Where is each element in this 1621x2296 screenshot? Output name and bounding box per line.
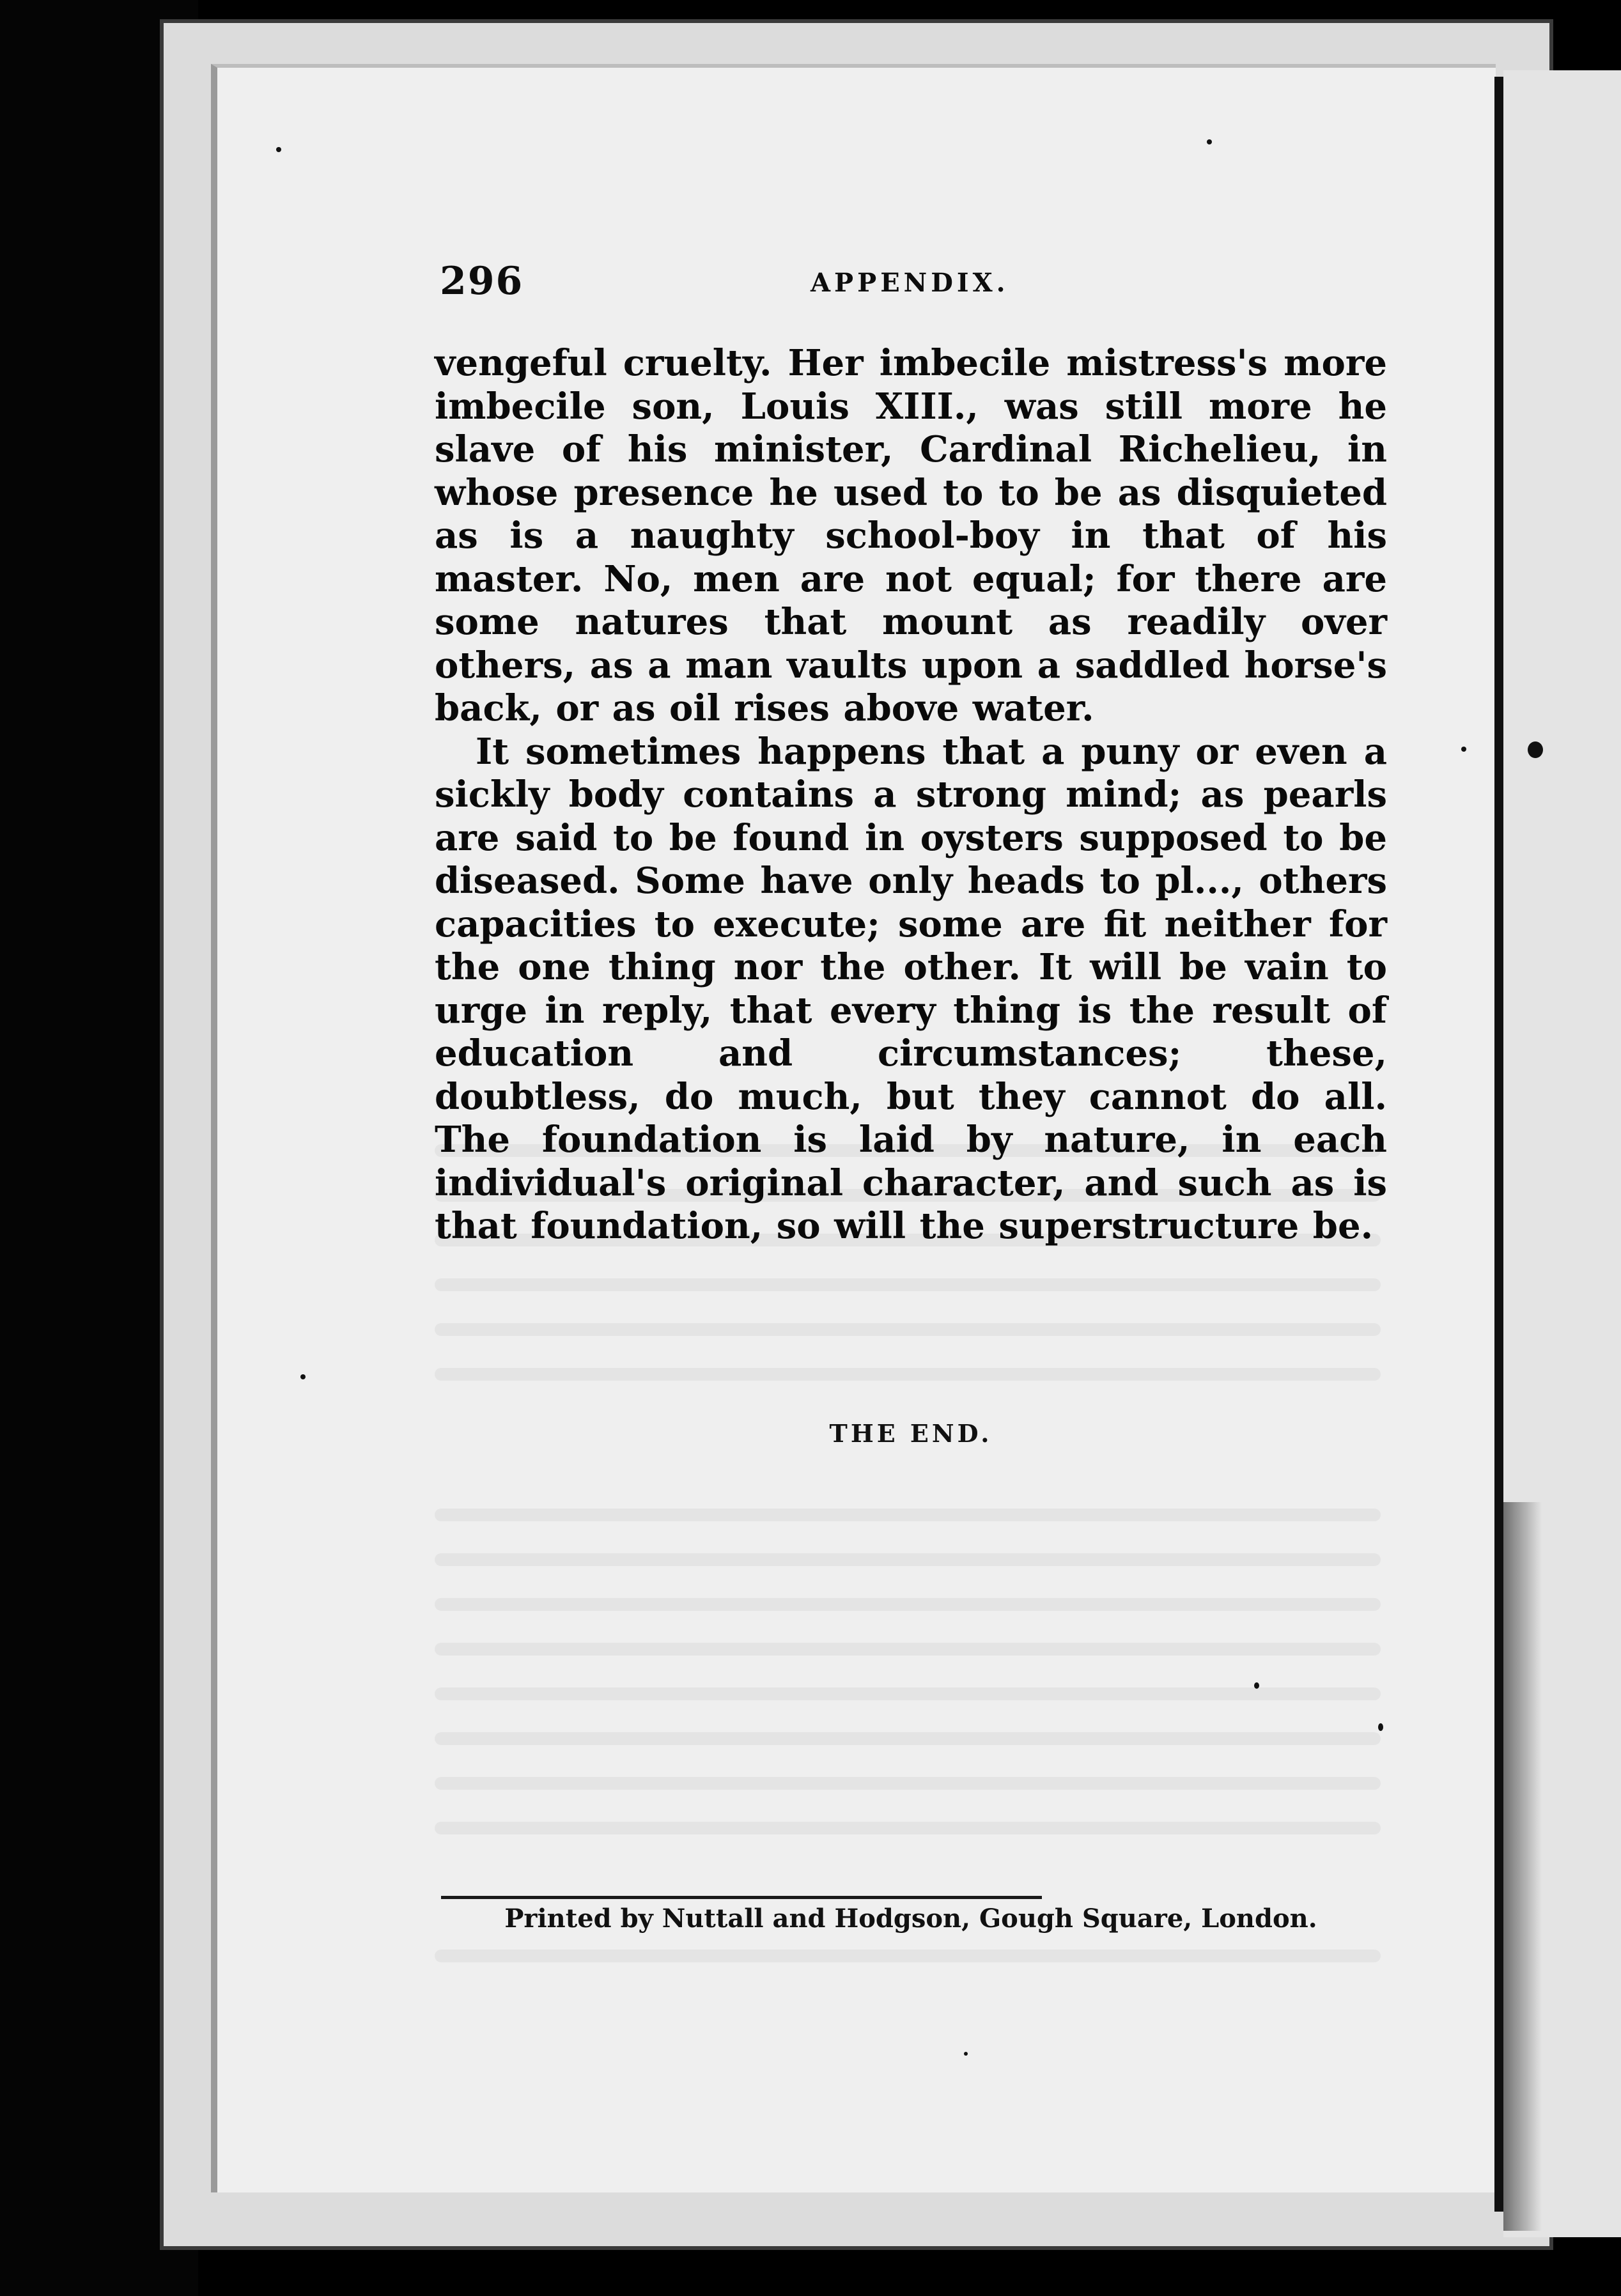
scan-speck [300,1374,306,1379]
paragraph: vengeful cruelty. Her imbecile mistress's more imbecile son, Louis XIII., was still more he slave of his minister, Cardinal Richelieu, in whose presence he used to to be as disquieted as is a naughty school-boy in that of his master. No, men are not equal; for there are some natures that mount as readily over others, as a man vaults upon a saddled horse's back, or as oil rises above water. [435,342,1387,729]
show-through-line [435,1553,1381,1566]
scan-speck [1461,747,1466,752]
divider-rule [441,1896,1042,1899]
page-number: 296 [440,259,524,304]
show-through-line [435,1732,1381,1745]
facing-page-stain [1503,1502,1542,2231]
show-through-line [435,1368,1381,1381]
book-spine [1494,77,1503,2212]
show-through-line [435,1323,1381,1336]
scan-speck [1528,741,1543,758]
paragraph: It sometimes happens that a puny or even a sickly body contains a strong mind; as pearls are said to be found in oysters supposed to be diseased. Some have only heads to pl..., others capacities to execute; some are fit neither for the one thing nor the other. It will be vain to urge in reply, that every thing is the result of education and circumstances; these, doubtless, do much, but they cannot do all. The foundation is laid by nature, in each individual's original character, and such as is that foundation, so will the superstructure be. [435,730,1387,1247]
scan-speck [1378,1723,1383,1731]
running-head [440,259,1392,304]
show-through-line [435,1278,1381,1291]
show-through-line [435,1509,1381,1521]
show-through-line [435,1950,1381,1962]
show-through-line [435,1598,1381,1611]
scan-speck [276,147,281,152]
scan-speck [964,2052,968,2056]
scan-speck [1254,1682,1259,1689]
show-through-line [435,1777,1381,1790]
show-through-line [435,1643,1381,1656]
printer-imprint: Printed by Nuttall and Hodgson, Gough Square, London. [504,1904,1317,1934]
section-title: APPENDIX. [810,268,1009,298]
body-text [435,342,1387,1248]
end-mark: THE END. [829,1419,993,1448]
show-through-line [435,1687,1381,1700]
scan-speck [1207,139,1212,144]
show-through-line [435,1822,1381,1834]
